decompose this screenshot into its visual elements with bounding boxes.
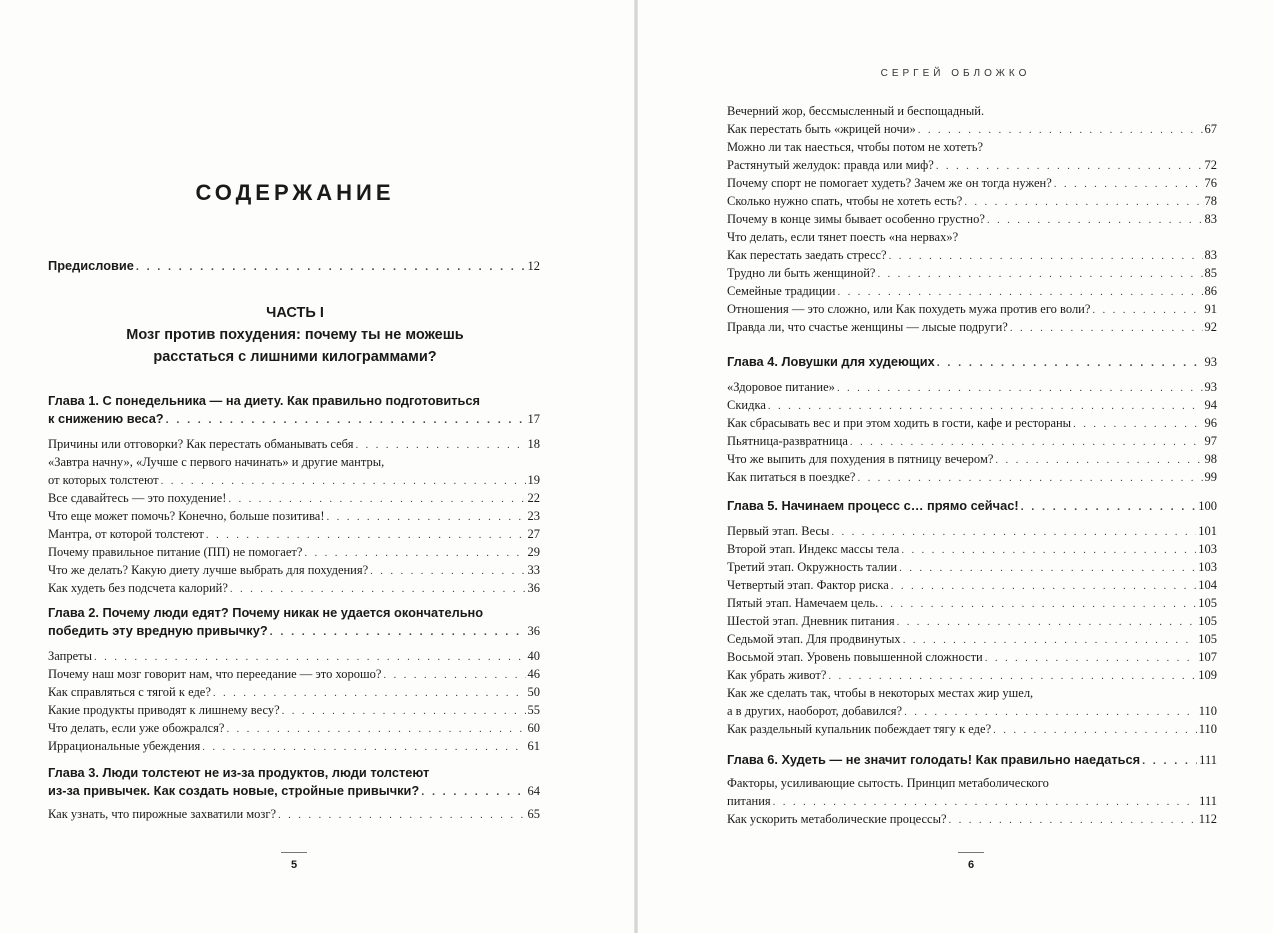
continued-entries [727,104,1217,338]
page-number-right: 6 [951,852,991,871]
right-page [638,0,1273,933]
part-title-line1: Мозг против похудения: почему ты не можешь [126,327,464,343]
chapter-heading: Глава 1. С понедельника — на диету. Как правильно подготовиться [48,393,481,408]
toc-entry: питания . . . 111 [727,794,1217,812]
toc-entry: Как раздельный купальник побеждает тягу к еде? . . . 110 [727,722,1217,740]
toc-entry: Седьмой этап. Для продвинутых . . . 105 [727,632,1217,650]
contents-title: СОДЕРЖАНИЕ [195,180,395,205]
toc-entry: Правда ли, что счастье женщины — лысые подруги? . . . 92 [727,320,1217,338]
toc-entry: Отношения — это сложно, или Как похудеть мужа против его воли? . . . 91 [727,302,1217,320]
toc-entry: Все сдавайтесь — это похудение! . . . 22 [48,491,540,509]
toc-entry: Четвертый этап. Фактор риска . . . 104 [727,578,1217,596]
chapter-2 [48,605,540,757]
toc-entry: Какие продукты приводят к лишнему весу? . . . 55 [48,703,540,721]
page-number-left: 5 [274,852,314,871]
toc-entry: Семейные традиции . . . 86 [727,284,1217,302]
toc-entry: Запреты . . . 40 [48,649,540,667]
chapter-heading-cont: победить эту вредную привычку? . . . 36 [48,623,540,641]
toc-entry: Второй этап. Индекс массы тела . . . 103 [727,542,1217,560]
toc-entry: Почему наш мозг говорит нам, что переедание — это хорошо? . . . 46 [48,667,540,685]
toc-entry: Пьятница-развратница . . . 97 [727,434,1217,452]
toc-entry: от которых толстеют . . . 19 [48,473,540,491]
toc-entry: Как худеть без подсчета калорий? . . . 36 [48,581,540,599]
toc-entry: Что же выпить для похудения в пятницу вечером? . . . 98 [727,452,1217,470]
toc-entry: а в других, наоборот, добавился? . . . 110 [727,704,1217,722]
toc-entry: Что делать, если тянет поесть «на нервах»? [727,230,959,244]
toc-entry: Первый этап. Весы . . . 101 [727,524,1217,542]
toc-entry: Как же сделать так, чтобы в некоторых местах жир ушел, [727,686,1034,700]
chapter-1 [48,393,540,599]
chapter-heading: Глава 6. Худеть — не значит голодать! Как правильно наедаться . . . 111 [727,752,1217,770]
toc-entry: Третий этап. Окружность талии . . . 103 [727,560,1217,578]
toc-entry: «Завтра начну», «Лучше с первого начинать» и другие мантры, [48,455,385,469]
toc-entry: Почему правильное питание (ПП) не помогает? . . . 29 [48,545,540,563]
toc-entry: Что же делать? Какую диету лучше выбрать для похудения? . . . 33 [48,563,540,581]
toc-entry: Почему спорт не помогает худеть? Зачем же он тогда нужен? . . . 76 [727,176,1217,194]
part-heading [0,302,590,368]
toc-entry: Как ускорить метаболические процессы? . . . 112 [727,812,1217,830]
chapter-heading: Глава 3. Люди толстеют не из-за продуктов, люди толстеют [48,765,430,780]
toc-entry: Как справляться с тягой к еде? . . . 50 [48,685,540,703]
part-number: ЧАСТЬ I [266,305,324,321]
toc-entry: Пятый этап. Намечаем цель. . . . 105 [727,596,1217,614]
toc-entry: Как перестать быть «жрицей ночи» . . . 67 [727,122,1217,140]
left-page [0,0,634,933]
chapter-4 [727,354,1217,488]
chapter-6 [727,752,1217,830]
toc-entry: Факторы, усиливающие сытость. Принцип метаболического [727,776,1049,790]
toc-entry: Что еще может помочь? Конечно, больше позитива! . . . 23 [48,509,540,527]
toc-entry: Вечерний жор, бессмысленный и беспощадный. [727,104,985,118]
chapter-heading: Глава 4. Ловушки для худеющих . . . 93 [727,354,1217,372]
toc-entry: Можно ли так наесться, чтобы потом не хотеть? [727,140,983,154]
toc-entry: Как узнать, что пирожные захватили мозг? . . . 65 [48,807,540,825]
chapter-heading-cont: из-за привычек. Как создать новые, стройные привычки? . . . 64 [48,783,540,801]
toc-entry: Мантра, от которой толстеют . . . 27 [48,527,540,545]
toc-entry: Что делать, если уже обожрался? . . . 60 [48,721,540,739]
chapter-5 [727,498,1217,740]
toc-entry: Шестой этап. Дневник питания . . . 105 [727,614,1217,632]
running-header: СЕРГЕЙ ОБЛОЖКО [880,68,1031,79]
toc-entry: Как сбрасывать вес и при этом ходить в гости, кафе и рестораны . . . 96 [727,416,1217,434]
toc-entry: Как перестать заедать стресс? . . . 83 [727,248,1217,266]
part-title-line2: расстаться с лишними килограммами? [153,349,437,365]
toc-entry: Скидка . . . 94 [727,398,1217,416]
toc-entry-preface: Предисловие . . . 12 [48,258,540,276]
preface-section [48,258,540,276]
chapter-heading: Глава 5. Начинаем процесс с… прямо сейчас! . . . 100 [727,498,1217,516]
toc-entry: «Здоровое питание» . . . 93 [727,380,1217,398]
toc-entry: Почему в конце зимы бывает особенно грустно? . . . 83 [727,212,1217,230]
toc-entry: Иррациональные убеждения . . . 61 [48,739,540,757]
chapter-heading: Глава 2. Почему люди едят? Почему никак не удается окончательно [48,605,484,620]
toc-entry: Как питаться в поездке? . . . 99 [727,470,1217,488]
toc-entry: Восьмой этап. Уровень повышенной сложности . . . 107 [727,650,1217,668]
toc-entry: Сколько нужно спать, чтобы не хотеть есть? . . . 78 [727,194,1217,212]
toc-entry: Растянутый желудок: правда или миф? . . . 72 [727,158,1217,176]
toc-entry: Причины или отговорки? Как перестать обманывать себя . . . 18 [48,437,540,455]
toc-entry: Как убрать живот? . . . 109 [727,668,1217,686]
chapter-heading-cont: к снижению веса? . . . 17 [48,411,540,429]
chapter-3 [48,765,540,825]
toc-entry: Трудно ли быть женщиной? . . . 85 [727,266,1217,284]
